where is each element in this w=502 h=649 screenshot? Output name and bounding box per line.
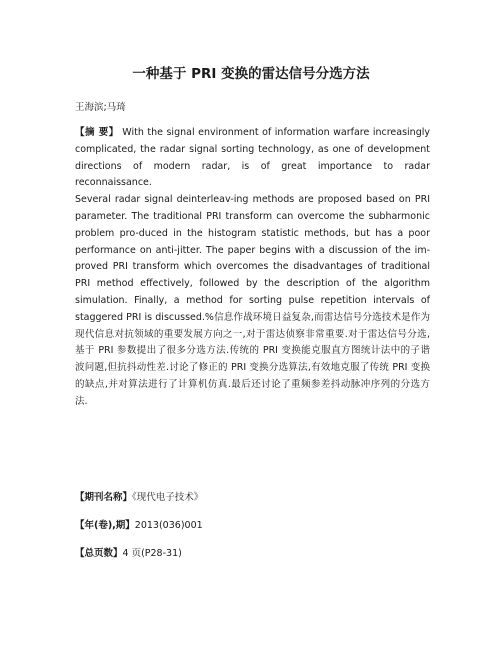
abstract-line: 基于 PRI 参数提出了很多分选方法.传统的 PRI 变换能克服直方图统计法中的子谐	[75, 345, 430, 357]
journal-name: 【期刊名称】《现代电子技术》	[75, 492, 204, 503]
abstract	[75, 125, 430, 411]
abstract-line: complicated, the radar signal sorting technology, as one of development	[75, 143, 430, 155]
abstract-line: staggered PRI is discussed.%信息作战环境日益复杂,而雷达信号分选技术是作为	[75, 311, 430, 323]
total-pages: 【总页数】4 页(P28-31)	[75, 548, 182, 559]
abstract-line: simulation. Finally, a method for sorting pulse repetition intervals of	[75, 294, 430, 306]
abstract-line: 波问题,但抗抖动性差.讨论了修正的 PRI 变换分选算法,有效地克服了传统 PRI 变换	[75, 362, 430, 374]
year-volume-issue: 【年(卷),期】2013(036)001	[75, 520, 203, 531]
abstract-line: 法.	[75, 395, 88, 407]
abstract-line: parameter. The traditional PRI transform can overcome the subharmonic	[75, 210, 430, 222]
abstract-line: 【摘 要】 With the signal environment of information warfare increasingly	[75, 127, 430, 138]
abstract-line: 的缺点,并对算法进行了计算机仿真.最后还讨论了重频参差抖动脉冲序列的分选方	[75, 378, 430, 390]
abstract-line: Several radar signal deinterleav-ing methods are proposed based on PRI	[75, 194, 430, 206]
authors: 王海滨;马琦	[75, 102, 126, 113]
abstract-line: directions of modern radar, is of great importance to radar reconnaissance.	[75, 160, 430, 189]
abstract-line: performance on anti-jitter. The paper begins with a discussion of the im-	[75, 244, 430, 256]
abstract-label: 【摘 要】	[75, 127, 119, 138]
paper-title: 一种基于 PRI 变换的雷达信号分选方法	[132, 66, 370, 82]
abstract-line: problem pro-duced in the histogram statistic methods, but has a poor	[75, 227, 430, 239]
abstract-line: PRI method effectively, followed by the description of the algorithm	[75, 278, 430, 290]
abstract-line: proved PRI transform which overcomes the disadvantages of traditional	[75, 261, 430, 273]
abstract-line: 现代信息对抗领域的重要发展方向之一,对于雷达侦察非常重要.对于雷达信号分选,	[75, 328, 430, 340]
